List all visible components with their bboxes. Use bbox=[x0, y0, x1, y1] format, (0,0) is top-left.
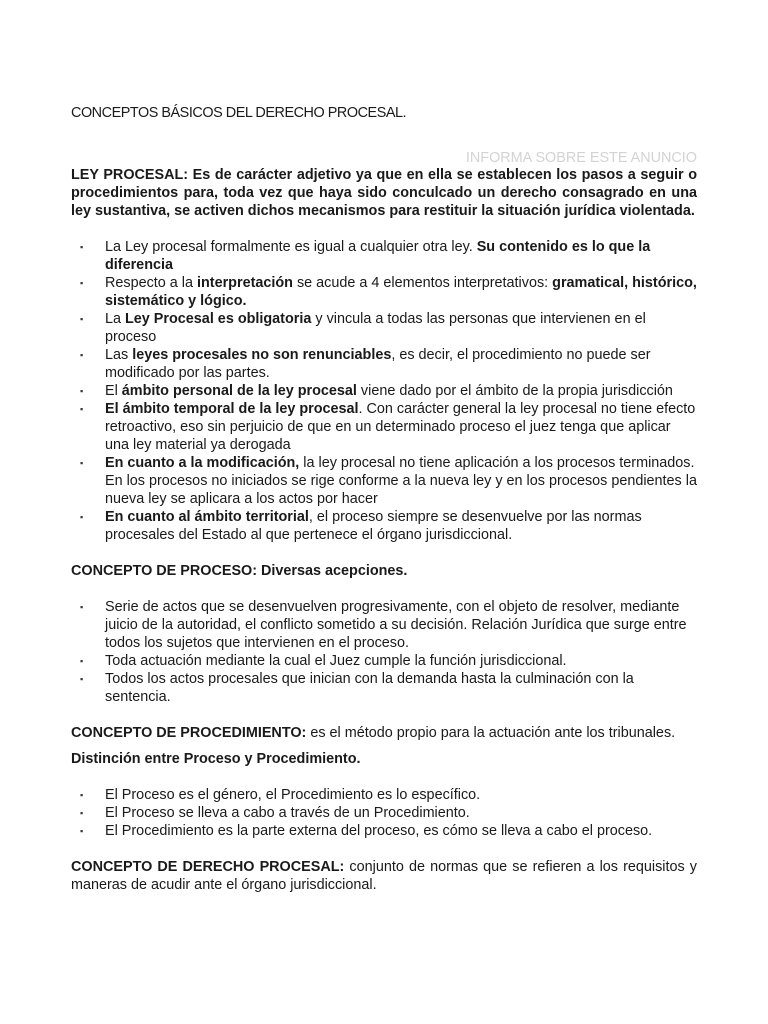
list-item: ▪ Todos los actos procesales que inician con la demanda hasta la culminación con la sentencia. bbox=[71, 670, 697, 706]
concepto-proceso-list bbox=[71, 598, 697, 706]
distincion-heading: Distinción entre Proceso y Procedimiento. bbox=[71, 751, 361, 767]
list-item: ▪ El ámbito temporal de la ley procesal. Con carácter general la ley procesal no tiene efecto retroactivo, eso sin perjuicio de que en un determinado proceso el juez tenga que aplicar una ley material ya derogada bbox=[71, 400, 697, 454]
ley-procesal-paragraph bbox=[71, 166, 697, 220]
list-item: ▪ El Proceso es el género, el Procedimiento es lo específico. bbox=[71, 786, 697, 804]
list-item: ▪ El Proceso se lleva a cabo a través de un Procedimiento. bbox=[71, 804, 697, 822]
distincion-list bbox=[71, 786, 697, 840]
document-title: CONCEPTOS BÁSICOS DEL DERECHO PROCESAL. bbox=[71, 105, 407, 121]
list-item: ▪ La Ley procesal formalmente es igual a cualquier otra ley. Su contenido es lo que la diferencia bbox=[71, 238, 697, 274]
list-item: ▪ En cuanto al ámbito territorial, el proceso siempre se desenvuelve por las normas procesales del Estado al que pertenece el órgano jurisdiccional. bbox=[71, 508, 697, 544]
ley-procesal-list bbox=[71, 238, 697, 544]
list-item: ▪ La Ley Procesal es obligatoria y vincula a todas las personas que intervienen en el proceso bbox=[71, 310, 697, 346]
list-item: ▪ El Procedimiento es la parte externa del proceso, es cómo se lleva a cabo el proceso. bbox=[71, 822, 697, 840]
concepto-procedimiento-paragraph: CONCEPTO DE PROCEDIMIENTO: es el método propio para la actuación ante los tribunales. bbox=[71, 725, 676, 741]
ley-procesal-text: LEY PROCESAL: Es de carácter adjetivo ya que en ella se establecen los pasos a seguir o procedimientos para, toda vez que haya sido conculcado un derecho consagrado en una ley sustantiva, se activen dichos mecanismos para restituir la situación jurídica violentada. bbox=[71, 167, 697, 219]
list-item: ▪ Toda actuación mediante la cual el Juez cumple la función jurisdiccional. bbox=[71, 652, 697, 670]
list-item: ▪ Respecto a la interpretación se acude a 4 elementos interpretativos: gramatical, histórico, sistemático y lógico. bbox=[71, 274, 697, 310]
concepto-derecho-procesal-paragraph: CONCEPTO DE DERECHO PROCESAL: conjunto de normas que se refieren a los requisitos y maneras de acudir ante el órgano jurisdiccional. bbox=[71, 859, 697, 893]
document-body bbox=[71, 166, 697, 894]
list-item: ▪ En cuanto a la modificación, la ley procesal no tiene aplicación a los procesos terminados. En los procesos no iniciados se rige conforme a la nueva ley y en los procesos pendientes la nueva ley se aplicara a los actos por hacer bbox=[71, 454, 697, 508]
list-item: ▪ Las leyes procesales no son renunciables, es decir, el procedimiento no puede ser modificado por las partes. bbox=[71, 346, 697, 382]
list-item: ▪ El ámbito personal de la ley procesal viene dado por el ámbito de la propia jurisdicción bbox=[71, 382, 697, 400]
ad-report-link[interactable]: INFORMA SOBRE ESTE ANUNCIO bbox=[465, 150, 697, 166]
list-item: ▪ Serie de actos que se desenvuelven progresivamente, con el objeto de resolver, mediante juicio de la autoridad, el conflicto sometido a su decisión. Relación Jurídica que surge entre todos los sujetos que intervienen en el proceso. bbox=[71, 598, 697, 652]
concepto-proceso-heading: CONCEPTO DE PROCESO: Diversas acepciones. bbox=[71, 563, 408, 579]
